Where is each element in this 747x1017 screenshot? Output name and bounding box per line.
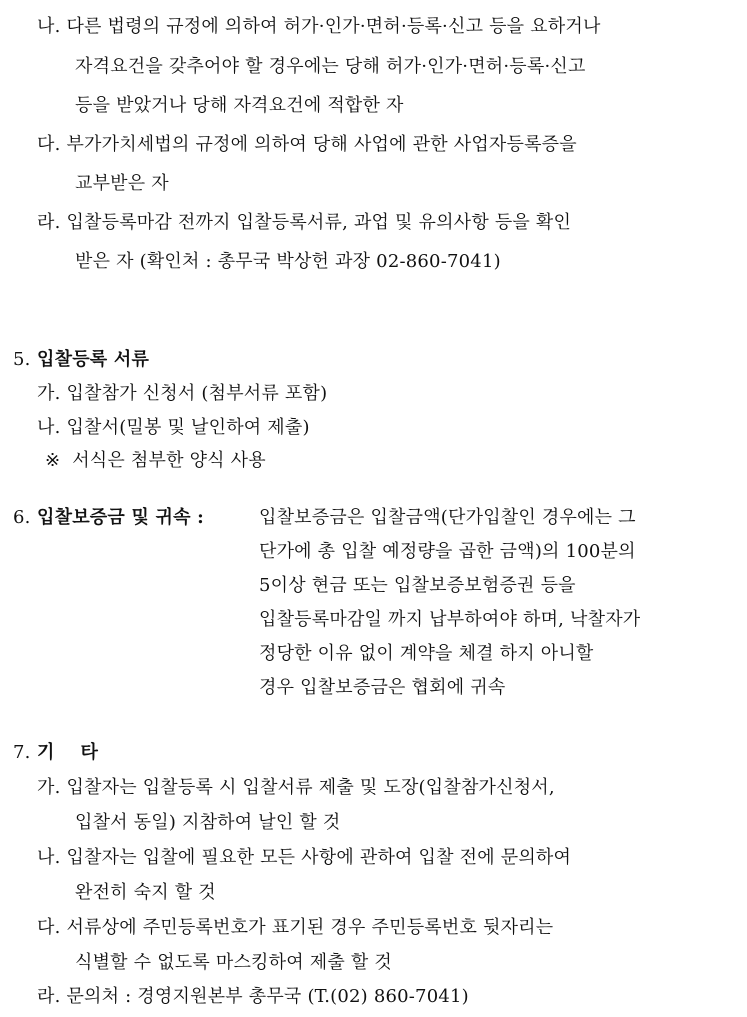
item-da-line-2: 교부받은 자 xyxy=(75,173,169,194)
item-na-text-1: 다른 법령의 규정에 의하여 허가·인가·면허·등록·신고 등을 요하거나 xyxy=(66,16,601,37)
item-na-line-1 xyxy=(37,18,601,40)
section6-title: 입찰보증금 및 귀속 : xyxy=(37,507,204,528)
section5-item-ga-marker: 가. xyxy=(37,383,61,404)
item-na-line-2: 자격요건을 갖추어야 할 경우에는 당해 허가·인가·면허·등록·신고 xyxy=(75,56,586,77)
section5-note-text: 서식은 첨부한 양식 사용 xyxy=(72,450,266,471)
item-da-line-1 xyxy=(37,136,577,158)
item-ra-line-2: 받은 자 (확인처 : 총무국 박상헌 과장 02-860-7041) xyxy=(75,251,501,272)
section7-item-na-text-1: 입찰자는 입찰에 필요한 모든 사항에 관하여 입찰 전에 문의하여 xyxy=(66,847,572,868)
section6-line-5: 정당한 이유 없이 계약을 체결 하지 아니할 xyxy=(259,643,594,664)
item-da-text-1: 부가가치세법의 규정에 의하여 당해 사업에 관한 사업자등록증을 xyxy=(66,134,577,155)
section5-heading xyxy=(13,351,149,373)
section5-number: 5. xyxy=(13,349,31,370)
section6-line-4: 입찰등록마감일 까지 납부하여야 하며, 낙찰자가 xyxy=(259,609,641,630)
item-ra-line-1 xyxy=(37,214,571,236)
section6-line-3: 5이상 현금 또는 입찰보증보험증권 등을 xyxy=(259,575,576,596)
section7-title: 기 타 xyxy=(37,742,99,763)
section6-heading xyxy=(13,509,204,531)
item-da-marker: 다. xyxy=(37,134,61,155)
section5-item-ga xyxy=(37,385,327,407)
section7-heading xyxy=(13,744,98,766)
section7-item-ra-line-1 xyxy=(37,988,469,1010)
section7-item-ga-line-1 xyxy=(37,779,555,801)
section7-item-da-line-2: 식별할 수 없도록 마스킹하여 제출 할 것 xyxy=(75,952,392,973)
section7-item-na-line-2: 완전히 숙지 할 것 xyxy=(75,882,216,903)
section6-line-1: 입찰보증금은 입찰금액(단가입찰인 경우에는 그 xyxy=(259,507,636,528)
section5-item-na-marker: 나. xyxy=(37,417,61,438)
section7-item-ga-text-1: 입찰자는 입찰등록 시 입찰서류 제출 및 도장(입찰참가신청서, xyxy=(66,777,555,798)
section5-item-na xyxy=(37,419,310,441)
item-na-marker: 나. xyxy=(37,16,61,37)
section5-item-ga-text: 입찰참가 신청서 (첨부서류 포함) xyxy=(66,383,328,404)
section5-note xyxy=(45,452,266,474)
section5-item-na-text: 입찰서(밀봉 및 날인하여 제출) xyxy=(66,417,310,438)
section7-item-ga-marker: 가. xyxy=(37,777,61,798)
section7-item-na-line-1 xyxy=(37,849,571,871)
section6-line-6: 경우 입찰보증금은 협회에 귀속 xyxy=(259,677,506,698)
item-na-line-3: 등을 받았거나 당해 자격요건에 적합한 자 xyxy=(75,95,404,116)
note-mark-icon: ※ xyxy=(45,450,61,471)
item-ra-text-1: 입찰등록마감 전까지 입찰등록서류, 과업 및 유의사항 등을 확인 xyxy=(66,212,572,233)
section7-number: 7. xyxy=(13,742,31,763)
section7-item-da-marker: 다. xyxy=(37,917,61,938)
section7-item-ra-marker: 라. xyxy=(37,986,61,1007)
section6-number: 6. xyxy=(13,507,31,528)
section7-item-na-marker: 나. xyxy=(37,847,61,868)
section5-title: 입찰등록 서류 xyxy=(37,349,150,370)
section7-item-ra-text-1: 문의처 : 경영지원본부 총무국 (T.(02) 860-7041) xyxy=(66,986,469,1007)
item-ra-marker: 라. xyxy=(37,212,61,233)
section7-item-da-text-1: 서류상에 주민등록번호가 표기된 경우 주민등록번호 뒷자리는 xyxy=(66,917,554,938)
section7-item-da-line-1 xyxy=(37,919,553,941)
section6-line-2: 단가에 총 입찰 예정량을 곱한 금액)의 100분의 xyxy=(259,541,636,562)
section7-item-ga-line-2: 입찰서 동일) 지참하여 날인 할 것 xyxy=(75,812,341,833)
